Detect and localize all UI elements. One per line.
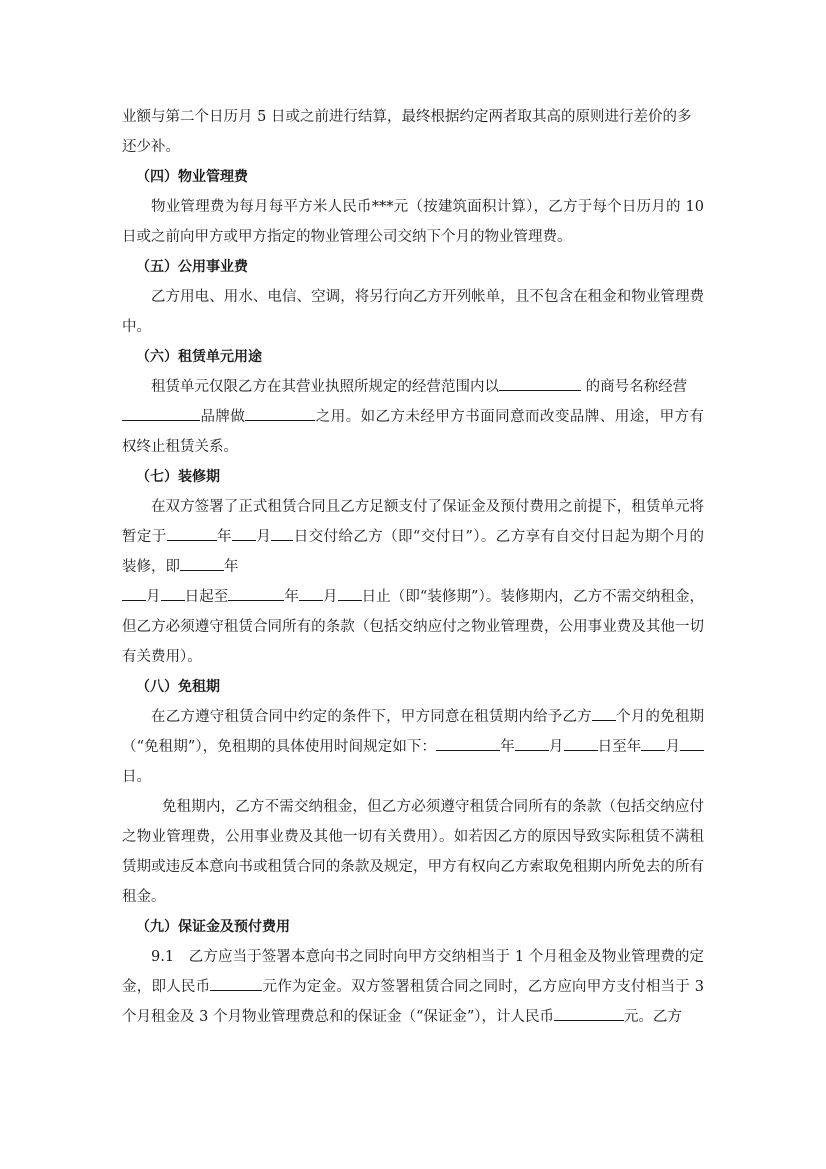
paragraph-text: 个月的免租期（“免租期”），免租期的具体使用时间规定如下： [122, 709, 705, 755]
paragraph-text: 的商号名称经营 [581, 379, 688, 395]
paragraph-text: 日至 [597, 739, 627, 755]
blank-field [299, 586, 323, 601]
paragraph-text: 月 [665, 739, 681, 755]
blank-field [641, 736, 665, 751]
paragraph-text: 日交付给乙方（即“交付日”）。乙方享有自交付日起为期个月的装修，即 [122, 529, 705, 575]
paragraph-text: 租赁单元仅限乙方在其营业执照所规定的经营范围内以 [151, 379, 499, 395]
blank-field [167, 526, 217, 541]
blank-field [592, 706, 616, 721]
paragraph-text: 还少补。 [122, 139, 180, 155]
blank-field [515, 736, 549, 751]
document-body [122, 102, 704, 1032]
paragraph-text: 品牌做 [200, 409, 246, 425]
blank-field [245, 406, 315, 421]
paragraph-text: 在乙方遵守租赁合同中约定的条件下，甲方同意在租赁期内给予乙方 [151, 709, 592, 725]
blank-field [499, 376, 581, 391]
paragraph-text: 日起至 [184, 589, 229, 605]
section-heading-unit-usage: （六）租赁单元用途 [136, 349, 262, 365]
paragraph-text: 月 [146, 589, 161, 605]
paragraph-decoration-period [122, 492, 704, 672]
section-heading-rent-free-period: （八）免租期 [136, 679, 220, 695]
paragraph-text: 元作为定金。双方签署租赁合同之同时，乙方应向甲方支付相当于 3 个月租金及 3 个月物业管理费总和的保证金（“保证金”），计人民币 [122, 979, 704, 1025]
paragraph-rent-free-period [122, 702, 704, 792]
paragraph-text: 日。 [122, 769, 151, 785]
paragraph-property-fee: 物业管理费为每月每平方米人民币***元（按建筑面积计算），乙方于每个日历月的 10 日或之前向甲方或甲方指定的物业管理公司交纳下个月的物业管理费。 [122, 199, 704, 245]
paragraph-text: 年 [626, 739, 642, 755]
blank-field [338, 586, 362, 601]
blank-field [436, 736, 500, 751]
paragraph-text: 年 [216, 529, 233, 545]
paragraph-utilities: 乙方用电、用水、电信、空调，将另行向乙方开列帐单，且不包含在租金和物业管理费中。 [122, 289, 704, 335]
blank-field [122, 406, 200, 421]
section-heading-decoration-period: （七）装修期 [136, 469, 220, 485]
section-heading-property-fee: （四）物业管理费 [136, 169, 248, 185]
paragraph-unit-usage [122, 372, 704, 462]
paragraph-text: 在双方签署了正式租赁合同且乙方足额支付了保证金及预付费用之前提下，租赁单元将暂定于 [122, 499, 704, 545]
paragraph-text: 月 [256, 529, 272, 545]
paragraph-text: 月 [548, 739, 564, 755]
paragraph-text: 月 [322, 589, 338, 605]
paragraph-text: 日止（即“装修期”）。装修期内，乙方不需交纳租金，但乙方必须遵守租赁合同所有的条款（包括交纳应付之物业管理费，公用事业费及其他一切有关费用）。 [122, 589, 705, 665]
blank-field [564, 736, 598, 751]
paragraph-text: 9.1 乙方应当于签署本意向书之同时向甲方交纳相当于 1 个月租金及物业管理费的定金，即人民币 [122, 949, 704, 995]
paragraph-text: 元。乙方 [624, 1009, 683, 1025]
blank-field [161, 586, 185, 601]
blank-field [122, 586, 146, 601]
blank-field [271, 526, 293, 541]
paragraph-text: 业额与第二个日历月 5 日或之前进行结算，最终根据约定两者取其高的原则进行差价的多 [122, 109, 692, 125]
blank-field [232, 526, 256, 541]
blank-field [228, 586, 284, 601]
blank-field [554, 1006, 624, 1021]
paragraph-text: 之用。如乙方未经甲方书面同意而改变品牌、用途，甲方有权终止租赁关系。 [122, 409, 705, 455]
paragraph-text: 年 [224, 559, 239, 575]
paragraph-deposit [122, 942, 704, 1032]
blank-field [680, 736, 704, 751]
section-heading-utilities: （五）公用事业费 [136, 259, 248, 275]
paragraph-text: 年 [500, 739, 515, 755]
section-heading-deposit: （九）保证金及预付费用 [136, 919, 290, 935]
blank-field [180, 556, 224, 571]
paragraph-carryover [122, 102, 704, 162]
paragraph-text: 年 [284, 589, 299, 605]
paragraph-rent-free-terms: 免租期内，乙方不需交纳租金，但乙方必须遵守租赁合同所有的条款（包括交纳应付之物业管理费，公用事业费及其他一切有关费用）。如若因乙方的原因导致实际租赁不满租赁期或违反本意向书或租赁合同的条款及规定，甲方有权向乙方索取免租期内所免去的所有租金。 [122, 799, 704, 905]
blank-field [210, 976, 262, 991]
